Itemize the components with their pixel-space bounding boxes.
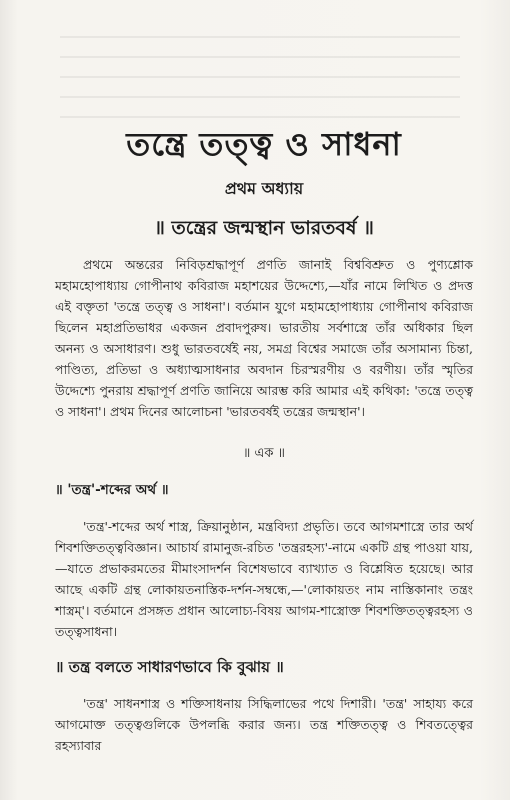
chapter-label: প্রথম অধ্যায়	[224, 179, 304, 198]
subheading-tantra-general: ॥ তন্ত্র বলতে সাধারণভাবে কি বুঝায় ॥	[55, 658, 284, 676]
section-heading: ॥ তন্ত্রের জন্মস্থান ভারতবর্ষ ॥	[154, 217, 374, 239]
bleed-through-text	[60, 36, 460, 126]
section-divider: ॥ এক ॥	[243, 446, 285, 461]
paragraph-intro: প্রথমে অন্তরের নিবিড়শ্রদ্ধাপূর্ণ প্রণতি জানাই বিশ্ববিশ্রুত ও পুণ্যশ্লোক মহামহোপাধ্যায় গোপীনাথ কবিরাজ মহাশয়ের উদ্দেশ্যে,—যাঁর নামে লিখিত ও প্রদত্ত এই বক্তৃতা 'তন্ত্রে তত্ত্ব ও সাধনা'। বর্তমান যুগে মহামহোপাধ্যায় গোপীনাথ কবিরাজ ছিলেন মহাপ্রতিভাধর একজন প্রবাদপুরুষ। ভারতীয় সর্বশাস্ত্রে তাঁর অধিকার ছিল অনন্য ও অসাধারণ। শুধু ভারতবর্ষেই নয়, সমগ্র বিশ্বের সমাজে তাঁর অসামান্য চিন্তা, পাণ্ডিত্য, প্রতিভা ও অধ্যাত্মসাধনার অবদান চিরস্মরণীয় ও বরণীয়। তাঁর স্মৃতির উদ্দেশ্যে পুনরায় শ্রদ্ধাপূর্ণ প্রণতি জানিয়ে আরম্ভ করি আমার এই কথিকা: 'তন্ত্রে তত্ত্ব ও সাধনা'। প্রথম দিনের আলোচনা 'ভারতবর্ষই তন্ত্রের জন্মস্থান'।	[55, 257, 473, 419]
page-content	[55, 122, 473, 756]
paragraph-tantra-general: 'তন্ত্র' সাধনশাস্ত্র ও শক্তিসাধনায় সিদ্ধিলাভের পথে দিশারী। 'তন্ত্র' সাহায্য করে আগমোক্ত তত্ত্বগুলিকে উপলব্ধি করার জন্য। তন্ত্র শক্তিতত্ত্ব ও শিবতত্ত্বের রহস্যাবার	[55, 696, 473, 753]
book-title: তন্ত্রে তত্ত্ব ও সাধনা	[126, 125, 402, 163]
paragraph-tantra-meaning: 'তন্ত্র'-শব্দের অর্থ শাস্ত্র, ক্রিয়ানুষ্ঠান, মন্ত্রবিদ্যা প্রভৃতি। তবে আগমশাস্ত্রে তার অর্থ শিবশক্তিতত্ত্ববিজ্ঞান। আচার্য রামানুজ-রচিত 'তন্ত্ররহস্য'-নামে একটি গ্রন্থ পাওয়া যায়,—যাতে প্রভাকরমতের মীমাংসাদর্শন বিশেষভাবে ব্যাখ্যাত ও বিশ্লেষিত হয়েছে। আর আছে একটি গ্রন্থ লোকায়তনাস্তিক-দর্শন-সম্বন্ধে,—'লোকায়তং নাম নাস্তিকানাং তন্ত্রং শাস্ত্রম্'। বর্তমানে প্রসঙ্গত প্রধান আলোচ্য-বিষয় আগম-শাস্ত্রোক্ত শিবশক্তিতত্ত্বরহস্য ও তত্ত্বসাধনা।	[55, 519, 473, 639]
subheading-tantra-meaning: ॥ 'তন্ত্র'-শব্দের অর্থ ॥	[55, 482, 169, 498]
